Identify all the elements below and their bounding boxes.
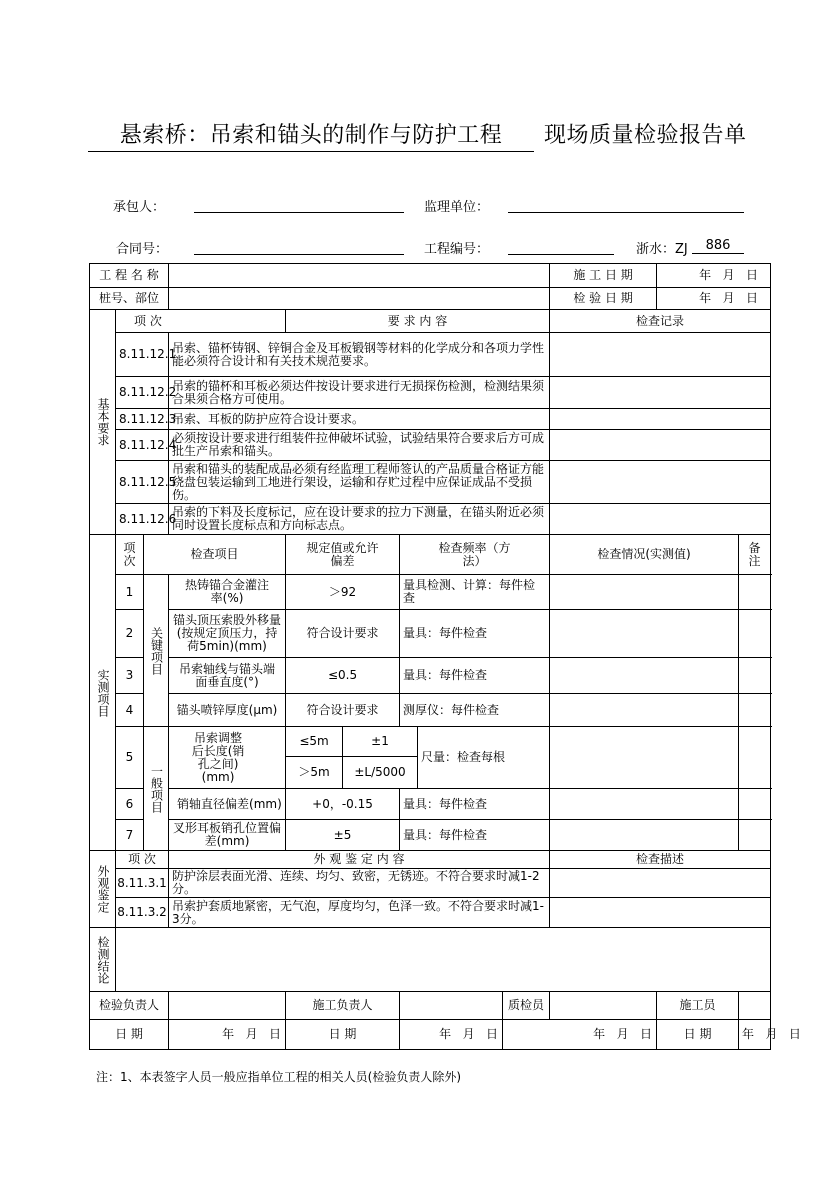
construction-lead-signature[interactable] xyxy=(400,992,503,1020)
contractor-label: 承包人： xyxy=(113,200,166,215)
measured-row-remark[interactable] xyxy=(739,610,771,658)
contract-no-field[interactable] xyxy=(194,238,404,255)
worker-label: 施工员 xyxy=(657,992,739,1020)
measured-row-item: 吊索调整后长度(销孔之间)(mm) xyxy=(169,727,286,789)
basic-row-record[interactable] xyxy=(550,430,771,461)
supervisor-label: 监理单位： xyxy=(424,200,490,215)
measured-row-spec: ＞92 xyxy=(286,575,400,610)
appearance-col-desc: 检查描述 xyxy=(550,851,771,869)
basic-row-code: 8.11.12.1 xyxy=(116,333,169,377)
measured-row-freq: 量具：每件检查 xyxy=(400,789,550,820)
appearance-col-item: 项 次 xyxy=(116,851,169,869)
measured-row-result[interactable] xyxy=(550,575,739,610)
inspection-date-label: 检 验 日 期 xyxy=(550,288,657,310)
measured-row-item: 销轴直径偏差(mm) xyxy=(169,789,286,820)
measured-row-spec: 符合设计要求 xyxy=(286,694,400,727)
measured-row-spec: ±1 xyxy=(343,727,418,757)
inspector-label: 检验负责人 xyxy=(90,992,169,1020)
basic-row-text: 吊索的锚杯和耳板必须达件按设计要求进行无损探伤检测，检测结果须合果须合格方可使用。 xyxy=(169,377,550,409)
measured-row-remark[interactable] xyxy=(739,575,771,610)
appearance-row-text: 防护涂层表面光滑、连续、均匀、致密，无锈迹。不符合要求时减1-2分。 xyxy=(169,869,550,898)
worker-signature[interactable] xyxy=(739,992,771,1020)
inspection-date-field[interactable]: 年 月 日 xyxy=(657,288,771,310)
inspection-table xyxy=(89,263,801,1050)
basic-row-record[interactable] xyxy=(550,377,771,409)
measured-row-subrange: ＞5m xyxy=(286,757,343,789)
construction-lead-label: 施工负责人 xyxy=(286,992,400,1020)
measured-row-remark[interactable] xyxy=(739,820,771,851)
measured-row-remark[interactable] xyxy=(739,789,771,820)
construction-lead-date-label: 日 期 xyxy=(286,1020,400,1050)
measured-row-freq: 量具：每件检查 xyxy=(400,658,550,694)
qc-label: 质检员 xyxy=(503,992,550,1020)
measured-row-remark[interactable] xyxy=(739,694,771,727)
measured-col-item: 检查项目 xyxy=(144,535,286,575)
inspector-date[interactable]: 年 月 日 xyxy=(169,1020,286,1050)
form-code-label: 浙水：ZJ xyxy=(636,242,688,257)
basic-row-code: 8.11.12.3 xyxy=(116,409,169,430)
basic-row-record[interactable] xyxy=(550,461,771,504)
basic-row-code: 8.11.12.4 xyxy=(116,430,169,461)
measured-row-spec: ±5 xyxy=(286,820,400,851)
measured-row-item: 锚头喷锌厚度(μm) xyxy=(169,694,286,727)
measured-col-result: 检查情况(实测值) xyxy=(550,535,739,575)
basic-row-text: 必须按设计要求进行组装件拉伸破坏试验，试验结果符合要求后方可成批生产吊索和锚头。 xyxy=(169,430,550,461)
appearance-row-code: 8.11.3.1 xyxy=(116,869,169,898)
measured-row-no: 2 xyxy=(116,610,144,658)
measured-section-label: 实测项目 xyxy=(90,535,116,851)
project-no-label: 工程编号： xyxy=(424,242,490,257)
measured-row-freq: 量具检测、计算：每件检查 xyxy=(400,575,550,610)
pile-field[interactable] xyxy=(169,288,550,310)
inspector-date-label: 日 期 xyxy=(90,1020,169,1050)
measured-row-no: 6 xyxy=(116,789,144,820)
measured-row-item: 锚头顶压索股外移量(按规定顶压力，持荷5min)(mm) xyxy=(169,610,286,658)
form-code-value: 886 xyxy=(692,238,744,254)
supervisor-field[interactable] xyxy=(508,196,744,213)
measured-col-remark: 备 注 xyxy=(739,535,771,575)
measured-row-result[interactable] xyxy=(550,694,739,727)
project-name-label: 工 程 名 称 xyxy=(90,264,169,288)
project-name-field[interactable] xyxy=(169,264,550,288)
basic-row-text: 吊索的下料及长度标记，应在设计要求的拉力下测量，在锚头附近必须同时设置长度标点和方向标志点。 xyxy=(169,504,550,535)
construction-date-label: 施 工 日 期 xyxy=(550,264,657,288)
appearance-section-label: 外观鉴定 xyxy=(90,851,116,928)
key-items-label: 关键项目 xyxy=(144,575,169,727)
contract-no-label: 合同号： xyxy=(116,242,169,257)
measured-row-freq: 量具：每件检查 xyxy=(400,610,550,658)
conclusion-section-label: 检测结论 xyxy=(90,928,116,992)
measured-row-subrange: ≤5m xyxy=(286,727,343,757)
basic-row-code: 8.11.12.6 xyxy=(116,504,169,535)
measured-row-result[interactable] xyxy=(550,727,739,789)
measured-row-item: 吊索轴线与锚头端面垂直度(°) xyxy=(169,658,286,694)
measured-row-no: 3 xyxy=(116,658,144,694)
pile-label: 桩号、部位 xyxy=(90,288,169,310)
measured-row-remark[interactable] xyxy=(739,727,771,789)
measured-row-no: 5 xyxy=(116,727,144,789)
measured-row-remark[interactable] xyxy=(739,658,771,694)
measured-row-result[interactable] xyxy=(550,789,739,820)
conclusion-field[interactable] xyxy=(116,928,771,992)
footnote: 注：1、本表签字人员一般应指单位工程的相关人员(检验负责人除外) xyxy=(96,1070,462,1084)
measured-row-result[interactable] xyxy=(550,610,739,658)
measured-row-no: 4 xyxy=(116,694,144,727)
basic-row-code: 8.11.12.2 xyxy=(116,377,169,409)
qc-date[interactable]: 年 月 日 xyxy=(503,1020,657,1050)
measured-row-result[interactable] xyxy=(550,820,739,851)
basic-row-text: 吊索、锚杯铸钢、锌铜合金及耳板锻钢等材料的化学成分和各项力学性能必须符合设计和有关技术规范要求。 xyxy=(169,333,550,377)
worker-date[interactable]: 年 月 日 xyxy=(739,1020,771,1050)
measured-col-freq: 检查频率（方 法） xyxy=(400,535,550,575)
basic-col-record: 检查记录 xyxy=(550,310,771,333)
basic-section-label: 基本要求 xyxy=(90,310,116,535)
appearance-row-text: 吊索护套质地紧密，无气泡，厚度均匀，色泽一致。不符合要求时减1-3分。 xyxy=(169,898,550,928)
contractor-field[interactable] xyxy=(194,196,404,213)
basic-row-record[interactable] xyxy=(550,504,771,535)
measured-col-spec: 规定值或允许偏差 xyxy=(286,535,400,575)
appearance-row-code: 8.11.3.2 xyxy=(116,898,169,928)
measured-row-item: 热铸锚合金灌注率(%) xyxy=(169,575,286,610)
appearance-row-desc[interactable] xyxy=(550,869,771,898)
inspector-signature[interactable] xyxy=(169,992,286,1020)
basic-row-record[interactable] xyxy=(550,333,771,377)
measured-row-freq: 测厚仪：每件检查 xyxy=(400,694,550,727)
worker-date-label: 日 期 xyxy=(657,1020,739,1050)
basic-row-text: 吊索、耳板的防护应符合设计要求。 xyxy=(169,409,550,430)
construction-lead-date[interactable]: 年 月 日 xyxy=(400,1020,503,1050)
construction-date-field[interactable]: 年 月 日 xyxy=(657,264,771,288)
project-no-field[interactable] xyxy=(508,238,614,255)
basic-row-record[interactable] xyxy=(550,409,771,430)
appearance-col-content: 外 观 鉴 定 内 容 xyxy=(169,851,550,869)
measured-row-no: 1 xyxy=(116,575,144,610)
measured-row-spec: +0，-0.15 xyxy=(286,789,400,820)
appearance-row-desc[interactable] xyxy=(550,898,771,928)
measured-row-freq: 量具：每件检查 xyxy=(400,820,550,851)
basic-row-code: 8.11.12.5 xyxy=(116,461,169,504)
measured-row-spec: ≤0.5 xyxy=(286,658,400,694)
general-items-label: 一般项目 xyxy=(144,727,169,851)
basic-col-req: 要 求 内 容 xyxy=(286,310,550,333)
form-subtitle: 现场质量检验报告单 xyxy=(544,123,747,148)
qc-signature[interactable] xyxy=(550,992,657,1020)
measured-row-spec: ±L/5000 xyxy=(343,757,418,789)
basic-col-item: 项 次 xyxy=(116,310,286,333)
form-title: 悬索桥：吊索和锚头的制作与防护工程 xyxy=(88,118,534,152)
measured-row-spec: 符合设计要求 xyxy=(286,610,400,658)
basic-row-text: 吊索和锚头的装配成品必须有经监理工程师签认的产品质量合格证方能绕盘包装运输到工地进行架设，运输和存贮过程中应保证成品不受损伤。 xyxy=(169,461,550,504)
measured-row-freq: 尺量：检查每根 xyxy=(418,727,550,789)
measured-row-result[interactable] xyxy=(550,658,739,694)
measured-row-no: 7 xyxy=(116,820,144,851)
measured-col-no: 项次 xyxy=(116,535,144,575)
measured-row-item: 叉形耳板销孔位置偏差(mm) xyxy=(169,820,286,851)
